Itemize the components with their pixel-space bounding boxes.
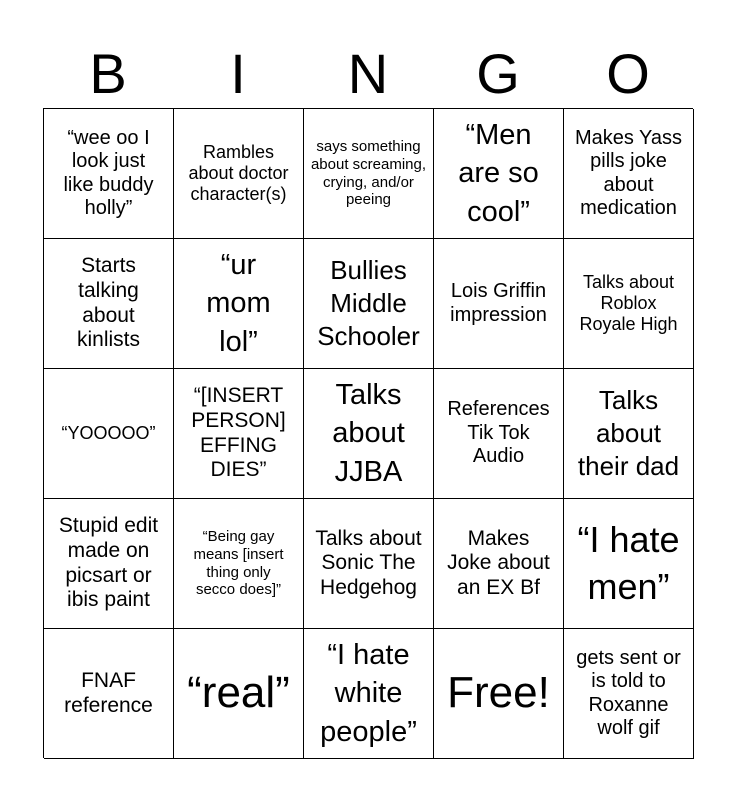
cell-text: Starts talking about kinlists	[76, 254, 140, 352]
cell-text: “YOOOOO”	[61, 422, 156, 443]
bingo-cell-r1c3[interactable]	[304, 109, 434, 239]
cell-text: “real”	[187, 668, 290, 718]
bingo-cell-r5c3[interactable]	[304, 629, 434, 759]
cell-text: “ur mom lol”	[206, 249, 271, 358]
bingo-cell-r5c5[interactable]	[564, 629, 694, 759]
cell-text: Talks about their dad	[577, 384, 680, 482]
bingo-cell-r4c5[interactable]	[564, 499, 694, 629]
bingo-cell-free[interactable]	[434, 629, 564, 759]
cell-text: says something about screaming, crying, and/or peeing	[310, 138, 427, 209]
bingo-cell-r3c1[interactable]	[44, 369, 174, 499]
header-letter-o: O	[606, 42, 650, 105]
header-letter-b: B	[89, 42, 127, 105]
free-space-label: Free!	[447, 668, 550, 718]
cell-text: “Men are so cool”	[458, 119, 539, 228]
cell-text: Talks about JJBA	[332, 379, 405, 488]
header-letter-i: I	[230, 42, 246, 105]
bingo-cell-r4c1[interactable]	[44, 499, 174, 629]
bingo-cell-r3c2[interactable]	[174, 369, 304, 499]
bingo-cell-r4c2[interactable]	[174, 499, 304, 629]
bingo-cell-r4c4[interactable]	[434, 499, 564, 629]
bingo-cell-r3c5[interactable]	[564, 369, 694, 499]
bingo-cell-r5c1[interactable]	[44, 629, 174, 759]
bingo-cell-r1c2[interactable]	[174, 109, 304, 239]
cell-text: “Being gay means [insert thing only secco does]”	[193, 528, 284, 599]
cell-text: Bullies Middle Schooler	[317, 254, 420, 352]
cell-text: Makes Joke about an EX Bf	[447, 526, 550, 599]
bingo-cell-r3c4[interactable]	[434, 369, 564, 499]
cell-text: Stupid edit made on picsart or ibis paint	[58, 514, 159, 612]
cell-text: “I hate men”	[577, 518, 680, 607]
header-letter-g: G	[476, 42, 520, 105]
bingo-header	[43, 40, 693, 108]
header-letter-n: N	[347, 42, 389, 105]
cell-text: Lois Griffin impression	[450, 280, 547, 326]
bingo-cell-r2c1[interactable]	[44, 239, 174, 369]
bingo-cell-r2c5[interactable]	[564, 239, 694, 369]
bingo-cell-r1c1[interactable]	[44, 109, 174, 239]
bingo-cell-r1c4[interactable]	[434, 109, 564, 239]
cell-text: References Tik Tok Audio	[447, 398, 550, 468]
bingo-cell-r2c3[interactable]	[304, 239, 434, 369]
cell-text: “wee oo I look just like buddy holly”	[63, 126, 154, 219]
cell-text: “I hate white people”	[320, 639, 417, 748]
bingo-cell-r5c2[interactable]	[174, 629, 304, 759]
cell-text: Talks about Roblox Royale High	[579, 271, 678, 335]
cell-text: Makes Yass pills joke about medication	[574, 126, 683, 219]
bingo-cell-r4c3[interactable]	[304, 499, 434, 629]
cell-text: gets sent or is told to Roxanne wolf gif	[576, 646, 681, 739]
cell-text: “[INSERT PERSON] EFFING DIES”	[191, 384, 286, 482]
bingo-cell-r3c3[interactable]	[304, 369, 434, 499]
bingo-grid	[43, 108, 693, 758]
cell-text: Talks about Sonic The Hedgehog	[315, 526, 422, 599]
cell-text: FNAF reference	[64, 668, 153, 717]
bingo-cell-r2c2[interactable]	[174, 239, 304, 369]
cell-text: Rambles about doctor character(s)	[188, 141, 289, 205]
bingo-cell-r2c4[interactable]	[434, 239, 564, 369]
bingo-cell-r1c5[interactable]	[564, 109, 694, 239]
